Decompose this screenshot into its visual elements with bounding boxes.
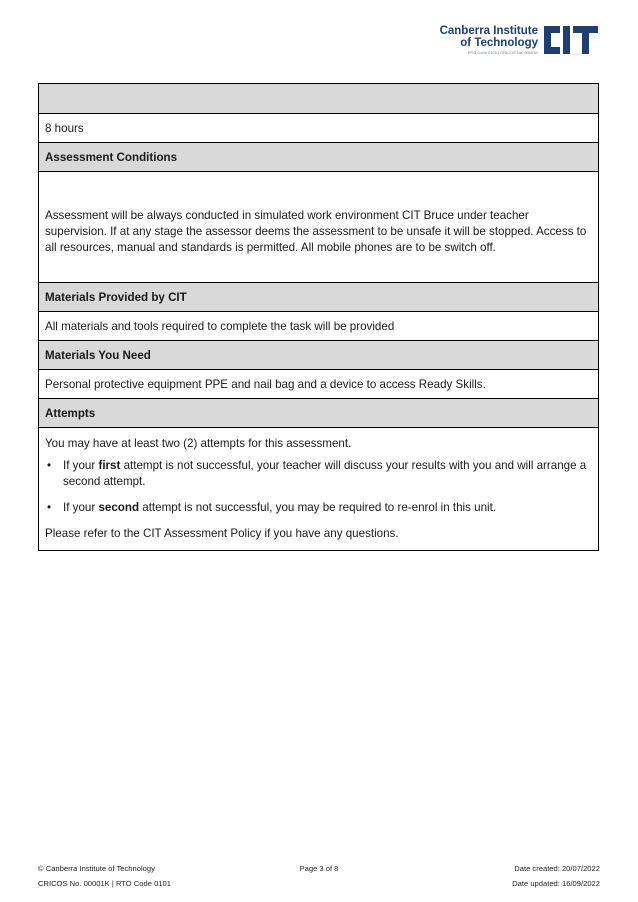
logo-line2: of Technology	[460, 36, 538, 49]
logo-text	[440, 25, 538, 55]
footer-copyright: © Canberra Institute of Technology	[38, 864, 155, 873]
duration-row	[39, 113, 598, 142]
bullet2-post: attempt is not successful, you may be required to re-enrol in this unit.	[139, 501, 497, 514]
list-item	[47, 500, 592, 516]
conditions-body-row	[39, 171, 598, 282]
footer-top	[38, 864, 600, 873]
attempts-body-row	[39, 427, 598, 550]
duration-text: 8 hours	[45, 121, 84, 135]
cit-logo-mark-icon	[542, 24, 600, 56]
attempts-closing: Please refer to the CIT Assessment Policy if you have any questions.	[45, 527, 399, 540]
bullet2-pre: If your	[63, 501, 99, 514]
materials-need-row	[39, 369, 598, 398]
materials-provided-row	[39, 311, 598, 340]
bullet1-bold: first	[98, 459, 121, 472]
assessment-info-table	[38, 83, 599, 551]
attempts-intro: You may have at least two (2) attempts for this assessment.	[45, 437, 352, 450]
bullet1-pre: If your	[63, 459, 99, 472]
materials-need-text: Personal protective equipment PPE and nail bag and a device to access Ready Skills.	[45, 377, 486, 391]
list-item	[47, 458, 592, 490]
materials-provided-heading: Materials Provided by CIT	[45, 290, 187, 304]
logo-line1: Canberra Institute	[439, 24, 538, 37]
attempts-list	[45, 458, 592, 516]
attempts-heading: Attempts	[45, 406, 96, 420]
materials-provided-text: All materials and tools required to complete the task will be provided	[45, 319, 395, 333]
materials-provided-heading-row	[39, 282, 598, 311]
header-blank-row	[39, 84, 598, 113]
conditions-text: Assessment will be always conducted in simulated work environment CIT Bruce under teacher supervision. If at any stage the assessor deems the assessment to be unsafe it will be stopped. Access to all resources, manual and standards is permitted. All mobile phones are to be switch off.	[45, 209, 587, 255]
bullet-icon: •	[47, 501, 52, 514]
conditions-heading-row	[39, 142, 598, 171]
bullet2-bold: second	[98, 501, 140, 514]
footer-codes: CRICOS No. 00001K | RTO Code 0101	[38, 879, 171, 888]
cit-logo	[440, 24, 600, 56]
footer-bottom	[38, 879, 600, 888]
materials-need-heading-row	[39, 340, 598, 369]
footer-date-updated: Date updated: 16/09/2022	[512, 879, 600, 888]
logo-sub: RTO Code 0101 | CRICOS No. 00001K	[467, 49, 538, 55]
bullet-icon: •	[47, 459, 52, 472]
bullet1-post: attempt is not successful, your teacher will discuss your results with you and will arrange a second attempt.	[63, 459, 587, 488]
conditions-heading: Assessment Conditions	[45, 150, 178, 164]
footer-date-created: Date created: 20/07/2022	[514, 864, 600, 873]
attempts-heading-row	[39, 398, 598, 427]
materials-need-heading: Materials You Need	[45, 348, 151, 362]
footer-page-number: Page 3 of 8	[299, 864, 339, 873]
